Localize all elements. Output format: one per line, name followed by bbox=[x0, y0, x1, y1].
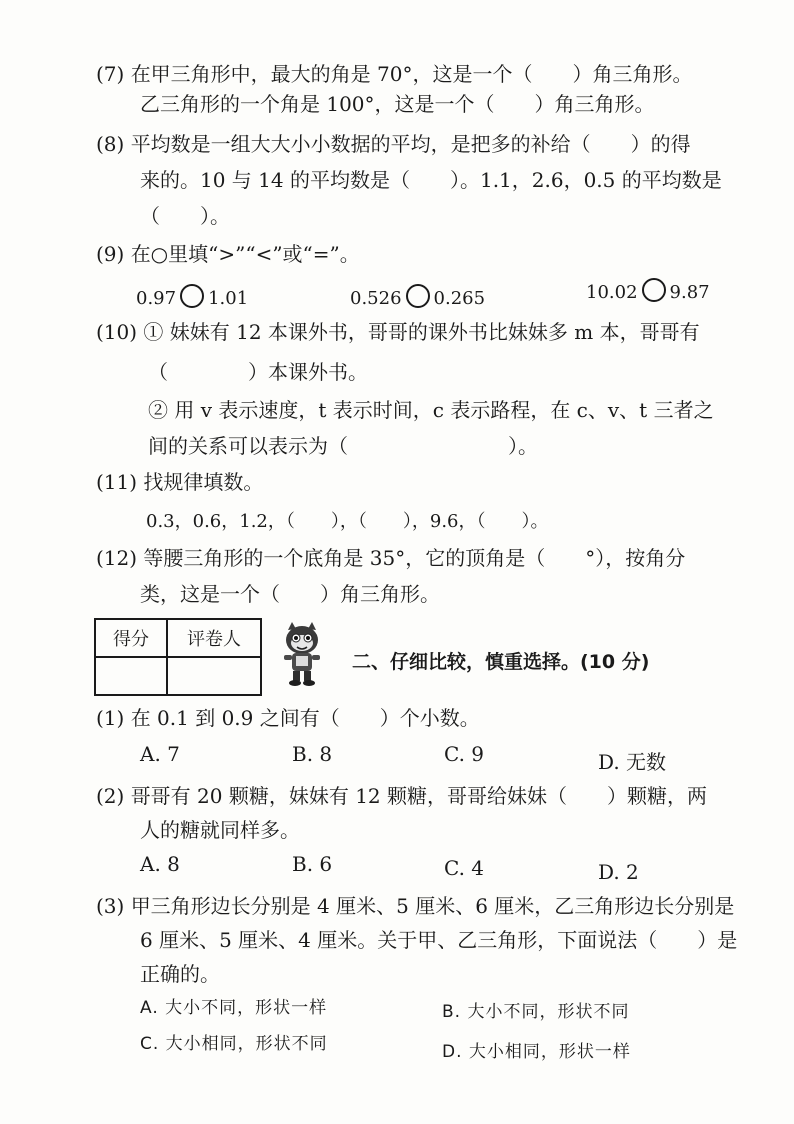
cat-mascot-icon bbox=[278, 622, 326, 686]
q10-line4: 间的关系可以表示为（ ）。 bbox=[148, 434, 538, 458]
s2q2-option-d[interactable]: D. 2 bbox=[598, 860, 639, 884]
s2q2-line1: (2) 哥哥有 20 颗糖，妹妹有 12 颗糖，哥哥给妹妹（ ）颗糖，两 bbox=[96, 784, 708, 808]
compare-circle[interactable] bbox=[406, 284, 430, 308]
q9-line1: (9) 在○里填“>”“<”或“=”。 bbox=[96, 242, 360, 266]
q7-line2: 乙三角形的一个角是 100°，这是一个（ ）角三角形。 bbox=[140, 92, 655, 116]
q9-pair-1-right: 1.01 bbox=[208, 288, 249, 309]
s2q1-option-b[interactable]: B. 8 bbox=[292, 742, 333, 766]
s2q3-option-c[interactable]: C. 大小相同，形状不同 bbox=[140, 1034, 328, 1054]
s2q3-line1: (3) 甲三角形边长分别是 4 厘米、5 厘米、6 厘米，乙三角形边长分别是 bbox=[96, 894, 735, 918]
q9-pair-1 bbox=[136, 284, 248, 311]
q10-line1: (10) ① 妹妹有 12 本课外书，哥哥的课外书比妹妹多 m 本，哥哥有 bbox=[96, 320, 700, 344]
q10-line3: ② 用 v 表示速度，t 表示时间，c 表示路程，在 c、v、t 三者之 bbox=[148, 398, 714, 422]
s2q2-option-b[interactable]: B. 6 bbox=[292, 852, 333, 876]
q7-line1: (7) 在甲三角形中，最大的角是 70°，这是一个（ ）角三角形。 bbox=[96, 62, 693, 86]
compare-circle[interactable] bbox=[180, 284, 204, 308]
score-cell[interactable] bbox=[95, 657, 167, 695]
q12-line1: (12) 等腰三角形的一个底角是 35°，它的顶角是（ °），按角分 bbox=[96, 546, 686, 570]
q9-pair-2-right: 0.265 bbox=[433, 288, 486, 309]
q11-line2: 0.3，0.6，1.2，（ ），（ ），9.6，（ ）。 bbox=[146, 511, 549, 532]
s2q3-option-a[interactable]: A. 大小不同，形状一样 bbox=[140, 998, 328, 1018]
s2q1-option-a[interactable]: A. 7 bbox=[140, 742, 180, 766]
q11-line1: (11) 找规律填数。 bbox=[96, 470, 264, 494]
q9-pair-3-right: 9.87 bbox=[669, 282, 710, 303]
s2q1-stem: (1) 在 0.1 到 0.9 之间有（ ）个小数。 bbox=[96, 706, 480, 730]
s2q2-option-c[interactable]: C. 4 bbox=[444, 856, 485, 880]
s2q3-option-b[interactable]: B. 大小不同，形状不同 bbox=[442, 1002, 630, 1022]
grader-header: 评卷人 bbox=[167, 619, 261, 657]
score-table bbox=[94, 618, 262, 696]
q9-pair-3 bbox=[586, 278, 710, 305]
score-header: 得分 bbox=[95, 619, 167, 657]
s2q1-option-d[interactable]: D. 无数 bbox=[598, 750, 667, 774]
s2q3-line2: 6 厘米、5 厘米、4 厘米。关于甲、乙三角形，下面说法（ ）是 bbox=[140, 928, 738, 952]
q9-pair-2 bbox=[350, 284, 485, 311]
s2q3-line3: 正确的。 bbox=[140, 962, 220, 986]
s2q3-option-d[interactable]: D. 大小相同，形状一样 bbox=[442, 1042, 631, 1062]
q9-pair-2-left: 0.526 bbox=[350, 288, 402, 309]
q10-line2: （ ）本课外书。 bbox=[148, 360, 368, 384]
section2-title: 二、仔细比较，慎重选择。(10 分) bbox=[352, 651, 650, 673]
q9-pair-3-left: 10.02 bbox=[586, 282, 638, 303]
q12-line2: 类，这是一个（ ）角三角形。 bbox=[140, 582, 440, 606]
s2q2-line2: 人的糖就同样多。 bbox=[140, 818, 300, 842]
compare-circle[interactable] bbox=[642, 278, 666, 302]
q8-line1: (8) 平均数是一组大大小小数据的平均，是把多的补给（ ）的得 bbox=[96, 132, 691, 156]
s2q1-option-c[interactable]: C. 9 bbox=[444, 742, 485, 766]
q8-line2: 来的。10 与 14 的平均数是（ ）。1.1，2.6，0.5 的平均数是 bbox=[140, 168, 722, 192]
q8-line3: （ ）。 bbox=[140, 204, 230, 228]
s2q2-option-a[interactable]: A. 8 bbox=[140, 852, 180, 876]
q9-pair-1-left: 0.97 bbox=[136, 288, 177, 309]
grader-cell[interactable] bbox=[167, 657, 261, 695]
